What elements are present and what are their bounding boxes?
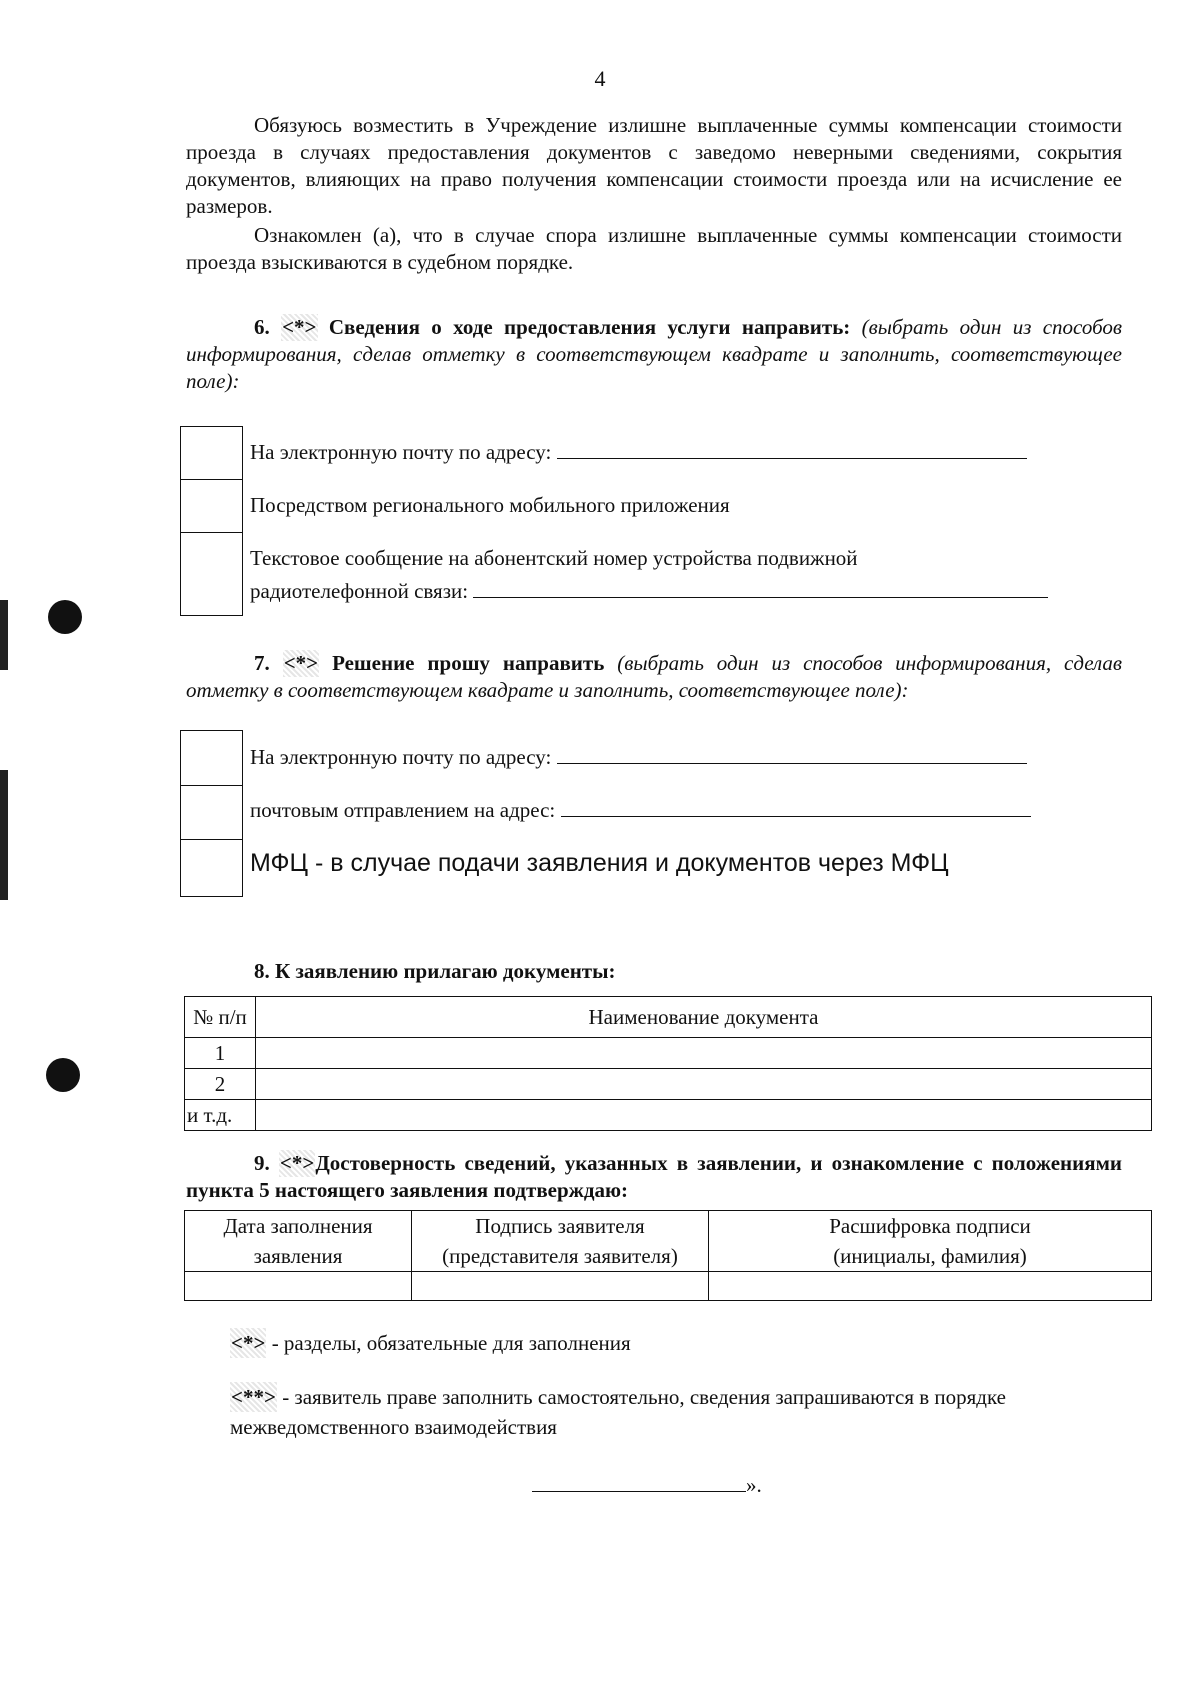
- table-header-row: [185, 997, 1152, 1038]
- decision-email-checkbox[interactable]: [181, 731, 243, 785]
- signature-decoding-cell[interactable]: [709, 1272, 1152, 1301]
- section6-email-option: На электронную почту по адресу:: [250, 438, 1027, 466]
- optional-marker-icon: <**>: [230, 1382, 277, 1412]
- section7-post-option: почтовым отправлением на адрес:: [250, 796, 1031, 824]
- column-header-number: № п/п: [185, 997, 256, 1038]
- required-marker-icon: <*>: [279, 1151, 315, 1175]
- section6-checkbox-column: [180, 426, 243, 616]
- page-number: 4: [594, 66, 606, 91]
- section7-heading: 7. <*> Решение прошу направить (выбрать один из способов информирования, сделав отметку в соответствующем квадрате и заполнить, соответствующее поле):: [186, 651, 1123, 702]
- document-name-cell[interactable]: [256, 1069, 1152, 1100]
- required-marker-icon: <*>: [283, 651, 319, 675]
- punch-hole: [48, 600, 82, 634]
- row-number: и т.д.: [185, 1100, 256, 1131]
- section8-title: 8. К заявлению прилагаю документы:: [254, 959, 616, 983]
- postal-address-field[interactable]: [561, 796, 1031, 817]
- table-row: [185, 1100, 1152, 1131]
- mobile-app-checkbox[interactable]: [181, 479, 243, 532]
- column-header-document-name: Наименование документа: [256, 997, 1152, 1038]
- signature-cell[interactable]: [412, 1272, 709, 1301]
- section6-mobile-app-option: Посредством регионального мобильного приложения: [250, 493, 730, 517]
- section7-mfc-option: МФЦ - в случае подачи заявления и документов через МФЦ: [250, 849, 949, 877]
- table-row: [185, 1272, 1152, 1301]
- column-header-date: Дата заполнения заявления: [185, 1211, 412, 1272]
- signature-table: [184, 1210, 1152, 1301]
- punch-hole: [46, 1058, 80, 1092]
- table-header-row: [185, 1211, 1152, 1272]
- closing-line: ».: [532, 1470, 762, 1500]
- email-address-field[interactable]: [557, 438, 1027, 459]
- phone-number-field[interactable]: [473, 577, 1048, 598]
- section9-heading: 9. <*>Достоверность сведений, указанных в заявлении, и ознакомление с положениями пункта 5 настоящего заявления подтверждаю:: [186, 1151, 1123, 1202]
- section6-sms-option-line2: радиотелефонной связи:: [250, 577, 1048, 605]
- required-marker-icon: <*>: [282, 315, 317, 339]
- intro-paragraph-1: Обязуюсь возместить в Учреждение излишне выплаченные суммы компенсации стоимости проезда в случаях предоставления документов с заведомо неверными сведениями, сокрытия документов, влияющих на право получения компенсации стоимости проезда или на исчисление ее размеров.: [186, 113, 1122, 218]
- section6-heading: 6. <*> Сведения о ходе предоставления услуги направить: (выбрать один из способов информирования, сделав отметку в соответствующем квадрате и заполнить, соответствующее поле):: [186, 315, 1122, 393]
- scan-edge-mark: [0, 770, 8, 900]
- attached-documents-table: [184, 996, 1152, 1131]
- table-row: [185, 1038, 1152, 1069]
- footnote-optional: <**> - заявитель праве заполнить самостоятельно, сведения запрашиваются в порядке межведомственного взаимодействия: [230, 1382, 1130, 1442]
- section7-email-option: На электронную почту по адресу:: [250, 743, 1027, 771]
- closing-blank: [532, 1471, 746, 1492]
- decision-email-field[interactable]: [557, 743, 1027, 764]
- email-checkbox[interactable]: [181, 427, 243, 479]
- section7-checkbox-column: [180, 730, 243, 897]
- row-number: 2: [185, 1069, 256, 1100]
- decision-post-checkbox[interactable]: [181, 785, 243, 839]
- date-cell[interactable]: [185, 1272, 412, 1301]
- required-marker-icon: <*>: [230, 1328, 266, 1358]
- section6-sms-option-line1: Текстовое сообщение на абонентский номер устройства подвижной: [250, 546, 858, 570]
- footnote-required: <*> - разделы, обязательные для заполнения: [230, 1328, 631, 1358]
- row-number: 1: [185, 1038, 256, 1069]
- document-name-cell[interactable]: [256, 1038, 1152, 1069]
- intro-paragraph-2: Ознакомлен (а), что в случае спора излишне выплаченные суммы компенсации стоимости проезда взыскиваются в судебном порядке.: [186, 223, 1122, 274]
- document-name-cell[interactable]: [256, 1100, 1152, 1131]
- column-header-signature-decoding: Расшифровка подписи (инициалы, фамилия): [709, 1211, 1152, 1272]
- column-header-signature: Подпись заявителя (представителя заявителя): [412, 1211, 709, 1272]
- sms-checkbox[interactable]: [181, 532, 243, 615]
- decision-mfc-checkbox[interactable]: [181, 839, 243, 896]
- table-row: [185, 1069, 1152, 1100]
- scan-edge-mark: [0, 600, 8, 670]
